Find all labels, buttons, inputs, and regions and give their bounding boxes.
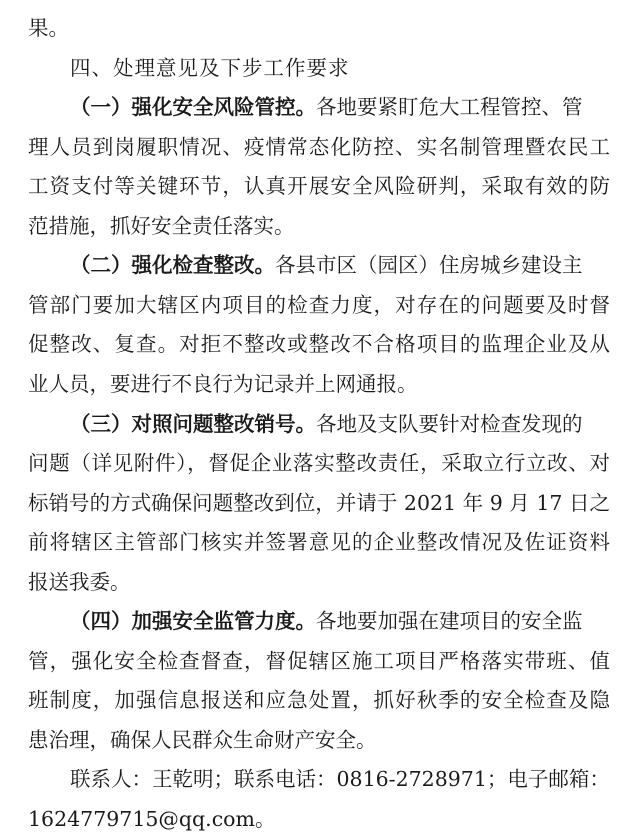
- paragraph-first-line: [70, 410, 610, 438]
- paragraph-text: 各地及支队要针对检查发现的: [316, 412, 583, 436]
- paragraph-title: （一）强化安全风险管控。: [70, 95, 316, 119]
- text-line: 理人员到岗履职情况、疫情常态化防控、实名制管理暨农民工: [28, 135, 610, 159]
- section-heading: 四、处理意见及下步工作要求: [70, 56, 350, 80]
- paragraph-first-line: [70, 93, 610, 121]
- paragraph-title: （二）强化检查整改。: [70, 253, 275, 277]
- text-line: 果。: [28, 16, 69, 40]
- paragraph-title: （三）对照问题整改销号。: [70, 412, 316, 436]
- text-line: 业人员，要进行不良行为记录并上网通报。: [28, 372, 418, 396]
- paragraph-text: 各地要紧盯危大工程管控、管: [316, 95, 583, 119]
- text-line: 患治理，确保人民群众生命财产安全。: [28, 728, 377, 752]
- text-line: 班制度，加强信息报送和应急处置，抓好秋季的安全检查及隐: [28, 688, 610, 712]
- text-line: 问题（详见附件），督促企业落实整改责任，采取立行立改、对: [28, 451, 610, 475]
- text-line: 报送我委。: [28, 570, 131, 594]
- paragraph-first-line: [70, 607, 610, 635]
- text-line: 范措施，抓好安全责任落实。: [28, 214, 295, 238]
- text-line: 管，强化安全检查督查，督促辖区施工项目严格落实带班、值: [28, 649, 610, 673]
- text-line: 前将辖区主管部门核实并签署意见的企业整改情况及佐证资料: [28, 530, 610, 554]
- text-line: 促整改、复查。对拒不整改或整改不合格项目的监理企业及从: [28, 332, 610, 356]
- paragraph-text: 各地要加强在建项目的安全监: [316, 609, 583, 633]
- text-line: 标销号的方式确保问题整改到位，并请于 2021 年 9 月 17 日之: [28, 491, 610, 515]
- text-line: 管部门要加大辖区内项目的检查力度，对存在的问题要及时督: [28, 293, 610, 317]
- contact-line: 联系人：王乾明；联系电话：0816-2728971；电子邮箱：: [70, 767, 610, 791]
- paragraph-first-line: [70, 251, 610, 279]
- contact-email-line: 1624779715@qq.com。: [28, 807, 276, 831]
- paragraph-title: （四）加强安全监管力度。: [70, 609, 316, 633]
- paragraph-text: 各县市区（园区）住房城乡建设主: [275, 253, 583, 277]
- text-line: 工资支付等关键环节，认真开展安全风险研判，采取有效的防: [28, 174, 610, 198]
